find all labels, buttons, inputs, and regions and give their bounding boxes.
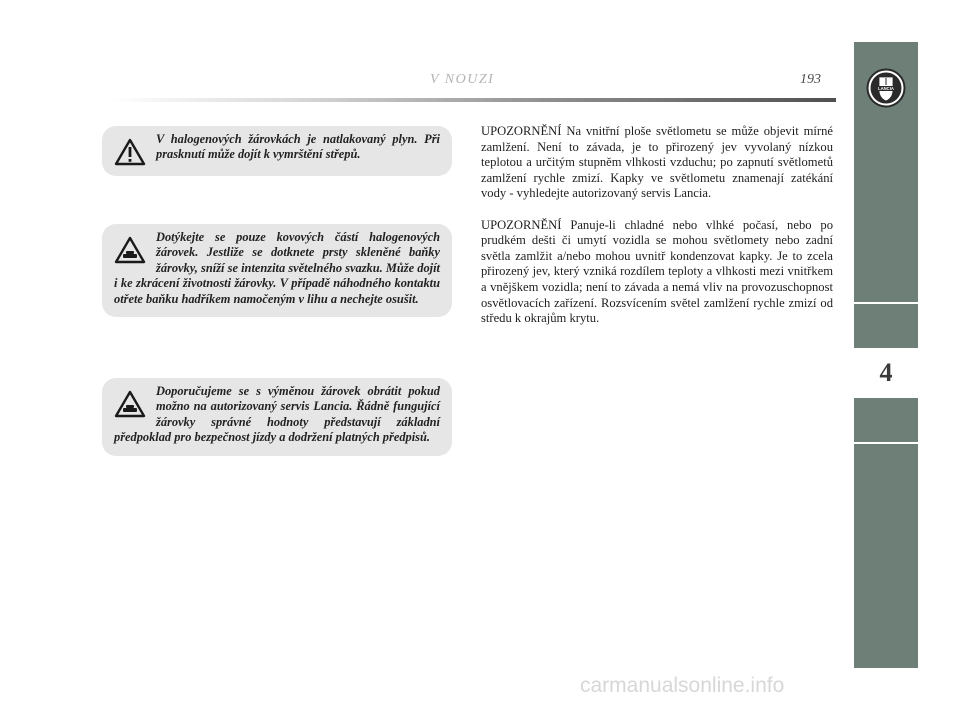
chapter-number: 4 [879, 358, 893, 387]
chapter-tab[interactable] [854, 350, 918, 396]
warning-text: V halogenových žárovkách je natlakovaný plyn. Při prasknutí může dojít k vymrštění střepů. [156, 132, 440, 162]
lancia-logo-icon [866, 68, 906, 108]
warning-text: Doporučujeme se s výměnou žárovek obrátit pokud možno na autorizovaný servis Lancia. Řádně fungující žárovky správné hodnoty představují základní předpoklad pro bezpečnost jízdy a dodržení platných předpisů. [114, 384, 440, 445]
warning-box [102, 224, 452, 317]
sidebar-separator [854, 302, 918, 304]
warning-triangle-icon [114, 138, 146, 166]
body-paragraph: UPOZORNĚNÍ Na vnitřní ploše světlometu se může objevit mírné zamlžení. Není to závada, je to přirozený jev vyvolaný nízkou teplotou a určitým stupněm vlhkosti vzduchu; po zapnutí světlometů zamlžení rychle zmizí. Kapky ve světlometu znamenají zatékání vody - vyhledejte autorizovaný servis Lancia. [481, 124, 833, 201]
warning-box [102, 126, 452, 176]
sidebar-separator [854, 442, 918, 444]
page-number: 193 [800, 72, 821, 87]
warning-triangle-icon [114, 390, 146, 418]
body-text-column [481, 124, 833, 342]
header-rule [112, 98, 836, 102]
chapter-sidebar [854, 42, 918, 668]
body-paragraph: UPOZORNĚNÍ Panuje-li chladné nebo vlhké počasí, nebo po prudkém dešti či umytí vozidla se mohou světlomety nebo zadní světla zamlžit a/nebo mohou uvnitř kondenzovat kapky. Je to zcela přirozený jev, který vzniká rozdílem teploty a vlhkosti mezi vnitřkem a vnějškem vozidla; není to závada a nemá vliv na provozuschopnost osvětlovacích zařízení. Rozsvícením světel zamlžení rychle zmizí od středu k okrajům krytu. [481, 217, 833, 326]
warning-box [102, 378, 452, 456]
section-title: V NOUZI [430, 72, 495, 87]
logo-text: LANCIA [878, 86, 894, 92]
sidebar-separator [854, 396, 918, 398]
watermark: carmanualsonline.info [580, 674, 785, 697]
warning-text: Dotýkejte se pouze kovových částí halogenových žárovek. Jestliže se dotknete prsty skleněné baňky žárovky, sníží se intenzita světelného svazku. Může dojít i ke zkrácení životnosti žárovky. V případě náhodného kontaktu otřete baňku hadříkem namočeným v lihu a nechejte osušit. [114, 230, 440, 306]
warning-triangle-icon [114, 236, 146, 264]
